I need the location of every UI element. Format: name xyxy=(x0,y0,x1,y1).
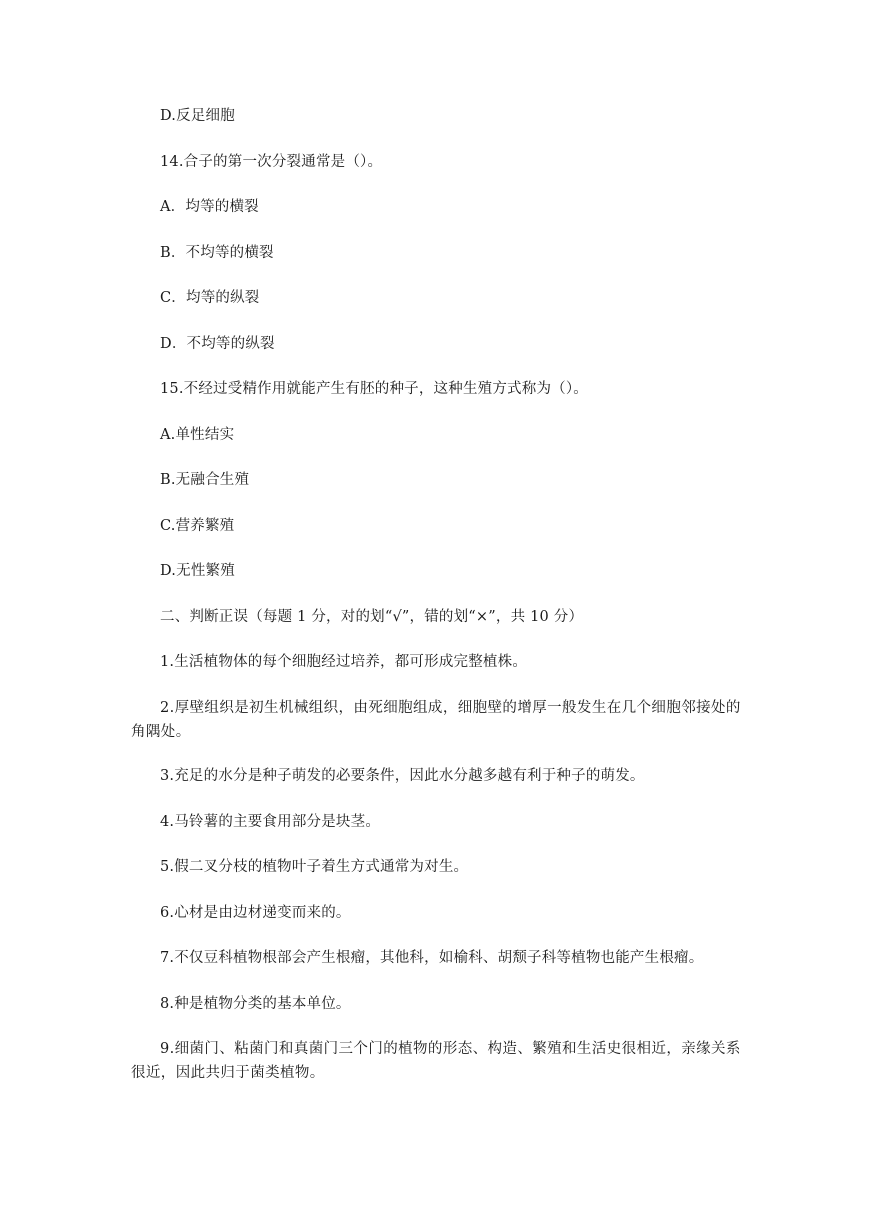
statement-6: 6.心材是由边材递变而来的。 xyxy=(160,905,351,921)
question-15: 15.不经过受精作用就能产生有胚的种子，这种生殖方式称为（）。 xyxy=(160,381,589,397)
option-15a: A.单性结实 xyxy=(160,427,235,443)
statement-3: 3.充足的水分是种子萌发的必要条件，因此水分越多越有利于种子的萌发。 xyxy=(160,768,645,784)
option-14a: A．均等的横裂 xyxy=(160,199,259,215)
option-14d: D．不均等的纵裂 xyxy=(160,336,275,352)
statement-4: 4.马铃薯的主要食用部分是块茎。 xyxy=(160,814,381,830)
statement-8: 8.种是植物分类的基本单位。 xyxy=(160,996,351,1012)
section-heading: 二、判断正误（每题 1 分，对的划“√”，错的划“×”，共 10 分） xyxy=(160,609,584,625)
option-15c: C.营养繁殖 xyxy=(160,518,235,534)
statement-7: 7.不仅豆科植物根部会产生根瘤，其他科，如榆科、胡颓子科等植物也能产生根瘤。 xyxy=(160,950,704,966)
option-15d: D.无性繁殖 xyxy=(160,563,235,579)
question-14: 14.合子的第一次分裂通常是（）。 xyxy=(160,154,383,170)
option-14c: C．均等的纵裂 xyxy=(160,290,260,306)
option-15b: B.无融合生殖 xyxy=(160,472,250,488)
option-14b: B．不均等的横裂 xyxy=(160,245,274,261)
statement-9: 9.细菌门、粘菌门和真菌门三个门的植物的形态、构造、繁殖和生活史很相近，亲缘关系很近，因此共归于菌类植物。 xyxy=(131,1041,741,1081)
statement-1: 1.生活植物体的每个细胞经过培养，都可形成完整植株。 xyxy=(160,654,528,670)
statement-2: 2.厚壁组织是初生机械组织，由死细胞组成，细胞壁的增厚一般发生在几个细胞邻接处的角隅处。 xyxy=(131,700,741,740)
statement-5: 5.假二叉分枝的植物叶子着生方式通常为对生。 xyxy=(160,859,469,875)
option-13d: D.反足细胞 xyxy=(160,108,235,124)
